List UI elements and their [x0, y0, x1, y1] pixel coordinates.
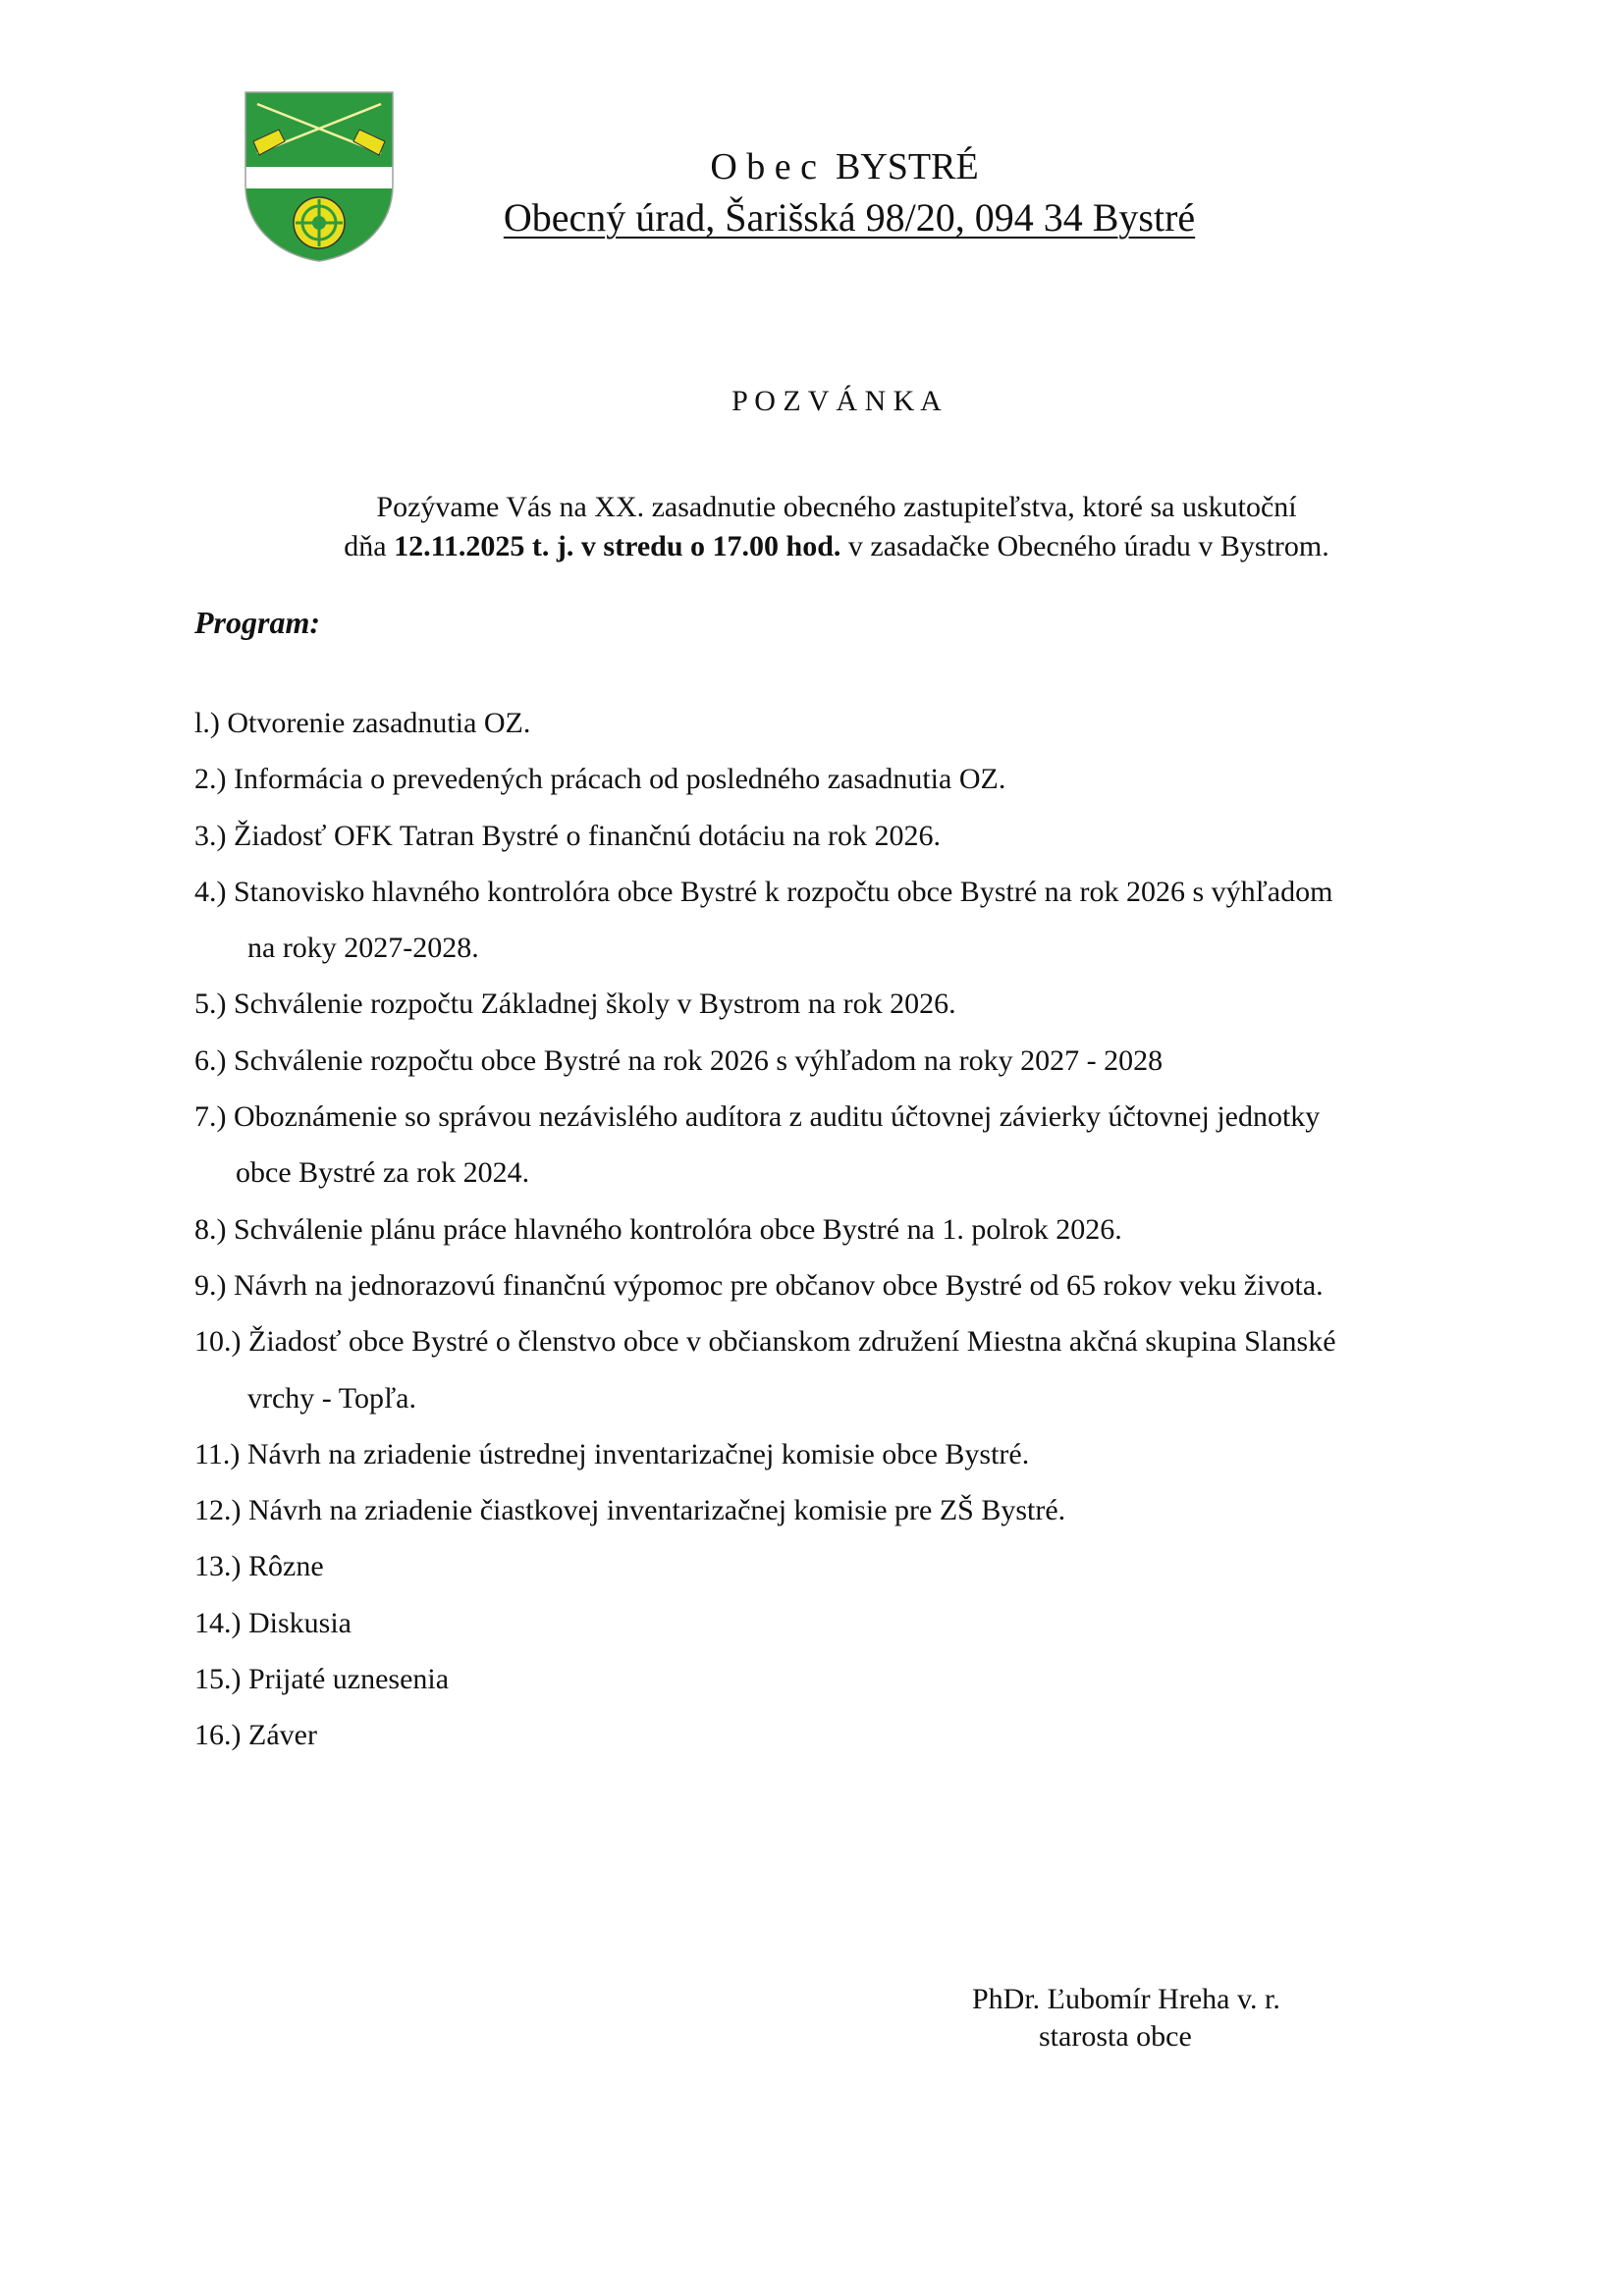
- invitation-line-2: [0, 530, 1624, 563]
- agenda-item-continuation: obce Bystré za rok 2024.: [236, 1156, 530, 1190]
- invitation-location: v zasadačke Obecného úradu v Bystrom.: [840, 530, 1329, 562]
- agenda-item-continuation: vrchy - Topľa.: [247, 1381, 416, 1415]
- agenda-item: 3.) Žiadosť OFK Tatran Bystré o finančnú dotáciu na rok 2026.: [194, 819, 942, 852]
- municipal-crest-icon: [244, 90, 395, 263]
- agenda-item-continuation: na roky 2027-2028.: [247, 932, 479, 965]
- organization-address: [432, 194, 1267, 240]
- signature-block: [972, 1981, 1280, 2056]
- agenda-item: 11.) Návrh na zriadenie ústrednej inventarizačnej komisie obce Bystré.: [194, 1437, 1030, 1470]
- agenda-item: 5.) Schválenie rozpočtu Základnej školy v Bystrom na rok 2026.: [194, 988, 956, 1021]
- agenda-item: 9.) Návrh na jednorazovú finančnú výpomoc pre občanov obce Bystré od 65 rokov veku života.: [194, 1268, 1324, 1302]
- invitation-date-time: 12.11.2025 t. j. v stredu o 17.00 hod.: [394, 530, 841, 562]
- agenda-item: 2.) Informácia o prevedených prácach od posledného zasadnutia OZ.: [194, 763, 1006, 796]
- invitation-date-prefix: dňa: [344, 530, 395, 562]
- agenda-item: 6.) Schválenie rozpočtu obce Bystré na rok 2026 s výhľadom na roky 2027 - 2028: [194, 1043, 1164, 1077]
- program-label: Program:: [194, 605, 320, 640]
- agenda-item: 15.) Prijaté uznesenia: [194, 1663, 450, 1696]
- agenda-item: 14.) Diskusia: [194, 1606, 352, 1639]
- agenda-item: 16.) Záver: [194, 1719, 317, 1752]
- organization-address-text: Obecný úrad, Šarišská 98/20, 094 34 Bystré: [503, 195, 1196, 240]
- agenda-item: 12.) Návrh na zriadenie čiastkovej inventarizačnej komisie pre ZŠ Bystré.: [194, 1494, 1066, 1527]
- organization-name: O b e c BYSTRÉ: [710, 146, 979, 187]
- invitation-line-1: Pozývame Vás na XX. zasadnutie obecného zastupiteľstva, ktoré sa uskutoční: [376, 491, 1297, 523]
- agenda-item: l.) Otvorenie zasadnutia OZ.: [194, 707, 531, 739]
- document-title: P O Z V Á N K A: [731, 385, 942, 417]
- agenda-item: 8.) Schválenie plánu práce hlavného kontrolóra obce Bystré na 1. polrok 2026.: [194, 1212, 1122, 1246]
- agenda-item: 10.) Žiadosť obce Bystré o členstvo obce v občianskom združení Miestna akčná skupina Slanské: [194, 1325, 1336, 1359]
- agenda-list: [194, 695, 1471, 1764]
- agenda-item: 4.) Stanovisko hlavného kontrolóra obce Bystré k rozpočtu obce Bystré na rok 2026 s výhľadom: [194, 875, 1333, 908]
- agenda-item: 13.) Rôzne: [194, 1550, 324, 1583]
- signatory-name: PhDr. Ľubomír Hreha v. r.: [972, 1983, 1280, 2015]
- agenda-item: 7.) Oboznámenie so správou nezávislého audítora z auditu účtovnej závierky účtovnej jednotky: [194, 1100, 1321, 1134]
- signatory-role: starosta obce: [1039, 2020, 1192, 2053]
